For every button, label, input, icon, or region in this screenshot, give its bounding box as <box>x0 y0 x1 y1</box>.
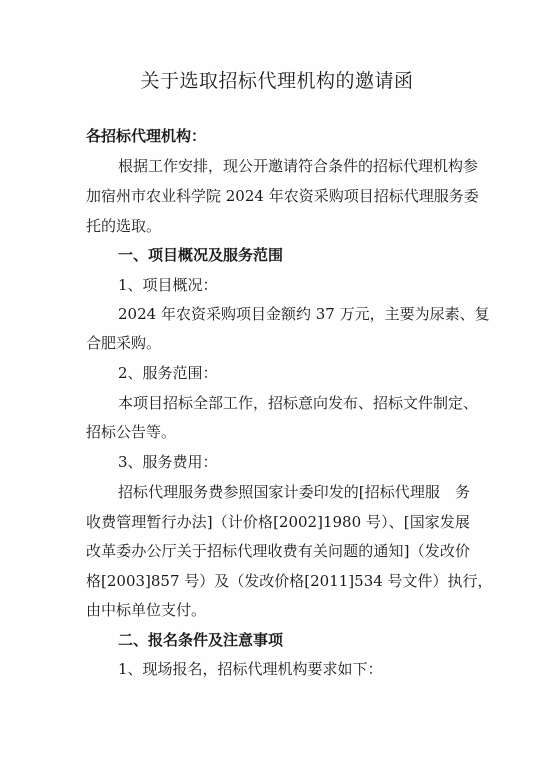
section-1-item-2-label: 2、服务范围： <box>118 364 218 382</box>
section-2-item-1-label: 1、现场报名，招标代理机构要求如下： <box>118 660 383 678</box>
section-1-item-2-line-1: 本项目招标全部工作，招标意向发布、招标文件制定、 <box>118 394 479 412</box>
section-1-item-1-label: 1、项目概况： <box>118 276 218 294</box>
section-1-item-3-line-5: 由中标单位支付。 <box>86 601 207 619</box>
section-1-item-3-line-3: 改革委办公厅关于招标代理收费有关问题的通知]（发改价 <box>86 542 470 560</box>
section-1-item-1-line-2: 合肥采购。 <box>86 334 162 352</box>
intro-line-2: 加宿州市农业科学院 2024 年农资采购项目招标代理服务委 <box>86 187 479 205</box>
section-1-heading: 一、项目概况及服务范围 <box>118 246 284 264</box>
section-1-item-2-line-2: 招标公告等。 <box>86 423 177 441</box>
section-1-item-3-line-1: 招标代理服务费参照国家计委印发的[招标代理服 务 <box>118 483 470 501</box>
document-title: 关于选取招标代理机构的邀请函 <box>140 70 414 92</box>
intro-line-3: 托的选取。 <box>86 217 162 235</box>
salutation: 各招标代理机构： <box>86 127 207 145</box>
section-1-item-3-line-4: 格[2003]857 号）及（发改价格[2011]534 号文件）执行， <box>86 572 493 590</box>
intro-line-1: 根据工作安排，现公开邀请符合条件的招标代理机构参 <box>118 157 479 175</box>
section-2-heading: 二、报名条件及注意事项 <box>118 631 284 649</box>
section-1-item-3-line-2: 收费管理暂行办法]（计价格[2002]1980 号）、[国家发展 <box>86 513 470 531</box>
section-1-item-1-line-1: 2024 年农资采购项目金额约 37 万元，主要为尿素、复 <box>118 305 490 323</box>
section-1-item-3-label: 3、服务费用： <box>118 453 218 471</box>
